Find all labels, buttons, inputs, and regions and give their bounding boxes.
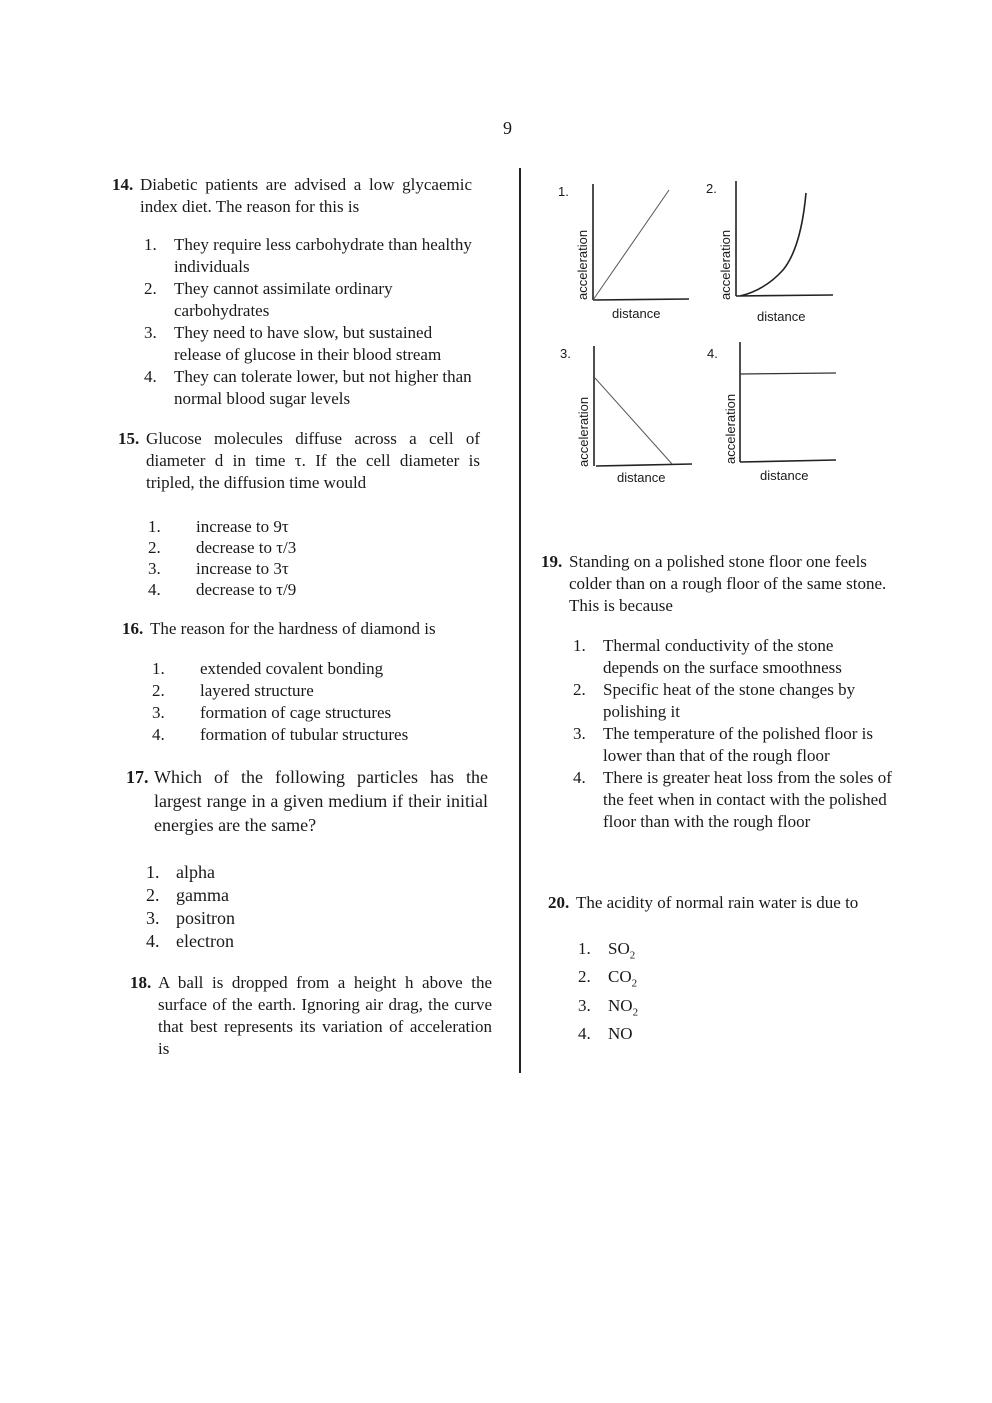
option-1: 1. alpha [146,862,215,882]
question-stem: Diabetic patients are advised a low glycaemic index diet. The reason for this is [140,175,472,216]
option-2: 2. decrease to τ/3 [148,538,297,557]
question-14 [112,174,472,410]
option-2: 2. $CO_2$ [578,967,638,990]
option-2: 2. gamma [146,885,229,905]
option-1: 1. increase to 9τ [148,517,289,536]
graph-number: 3. [560,346,571,361]
question-number: 16. [122,619,144,638]
question-20 [548,892,898,1052]
x-axis-label: distance [612,306,661,321]
question-15 [118,428,480,600]
option-3: 3. They need to have slow, but sustained release of glucose in their blood stream [144,323,442,364]
graph-number: 1. [558,184,569,199]
option-1: 1. $SO_2$ [578,939,636,962]
plot-linear-decreasing [555,340,695,470]
question-stem: Glucose molecules diffuse across a cell of diameter d in time τ. If the cell diameter is tripled, the diffusion time would [146,429,480,492]
plot-constant [703,340,843,470]
question-18 [130,972,492,1060]
question-stem: Which of the following particles has the largest range in a given medium if their initial energies are the same? [154,767,488,835]
graph-option-2 [705,178,845,328]
y-axis-label: acceleration [575,229,590,300]
option-2: 2. layered structure [152,681,314,700]
question-number: 17. [126,767,149,787]
question-stem: The acidity of normal rain water is due to [576,893,859,912]
x-axis-label: distance [760,468,809,483]
option-4: 4. They can tolerate lower, but not higher than normal blood sugar levels [144,367,472,408]
option-4: 4. There is greater heat loss from the soles of the feet when in contact with the polished floor than with the rough floor [573,768,892,831]
option-2: 2. Specific heat of the stone changes by polishing it [573,680,856,721]
graph-option-4 [703,340,843,490]
graph-option-1 [555,178,695,328]
option-2: 2. They cannot assimilate ordinary carbohydrates [144,279,393,320]
question-number: 18. [130,973,152,992]
question-19 [541,551,893,833]
y-axis-label: acceleration [576,396,591,467]
question-stem: Standing on a polished stone floor one feels colder than on a rough floor of the same stone. This is because [569,552,887,615]
plot-curve-increasing [705,178,845,308]
x-axis-label: distance [617,470,666,485]
option-3: 3. The temperature of the polished floor is lower than that of the rough floor [573,724,874,765]
plot-linear-increasing [555,178,695,308]
question-number: 15. [118,429,140,448]
option-4: 4. electron [146,931,234,951]
y-axis-label: acceleration [718,229,733,300]
question-number: 14. [112,175,134,194]
option-3: 3. increase to 3τ [148,559,289,578]
question-16 [122,618,482,746]
graph-number: 2. [706,181,717,196]
question-stem: The reason for the hardness of diamond is [150,619,436,638]
option-4: 4. decrease to τ/9 [148,580,297,599]
question-stem: A ball is dropped from a height h above the surface of the earth. Ignoring air drag, the curve that best represents its variation of acceleration is [158,973,492,1058]
page-number: 9 [503,118,512,138]
column-divider [519,168,521,1073]
option-1: 1. Thermal conductivity of the stone depends on the surface smoothness [573,636,842,677]
graph-number: 4. [707,346,718,361]
option-4: 4. formation of tubular structures [152,725,409,744]
graph-option-3 [555,340,695,490]
option-3: 3. $NO_2$ [578,995,639,1019]
question-17 [126,765,488,953]
option-3: 3. formation of cage structures [152,703,392,722]
x-axis-label: distance [757,309,806,324]
option-3: 3. positron [146,908,236,928]
question-number: 20. [548,893,570,912]
option-1: 1. extended covalent bonding [152,659,384,678]
option-4: 4. NO [578,1024,633,1044]
question-number: 19. [541,552,563,571]
y-axis-label: acceleration [723,393,738,464]
option-1: 1. They require less carbohydrate than healthy individuals [144,235,472,276]
